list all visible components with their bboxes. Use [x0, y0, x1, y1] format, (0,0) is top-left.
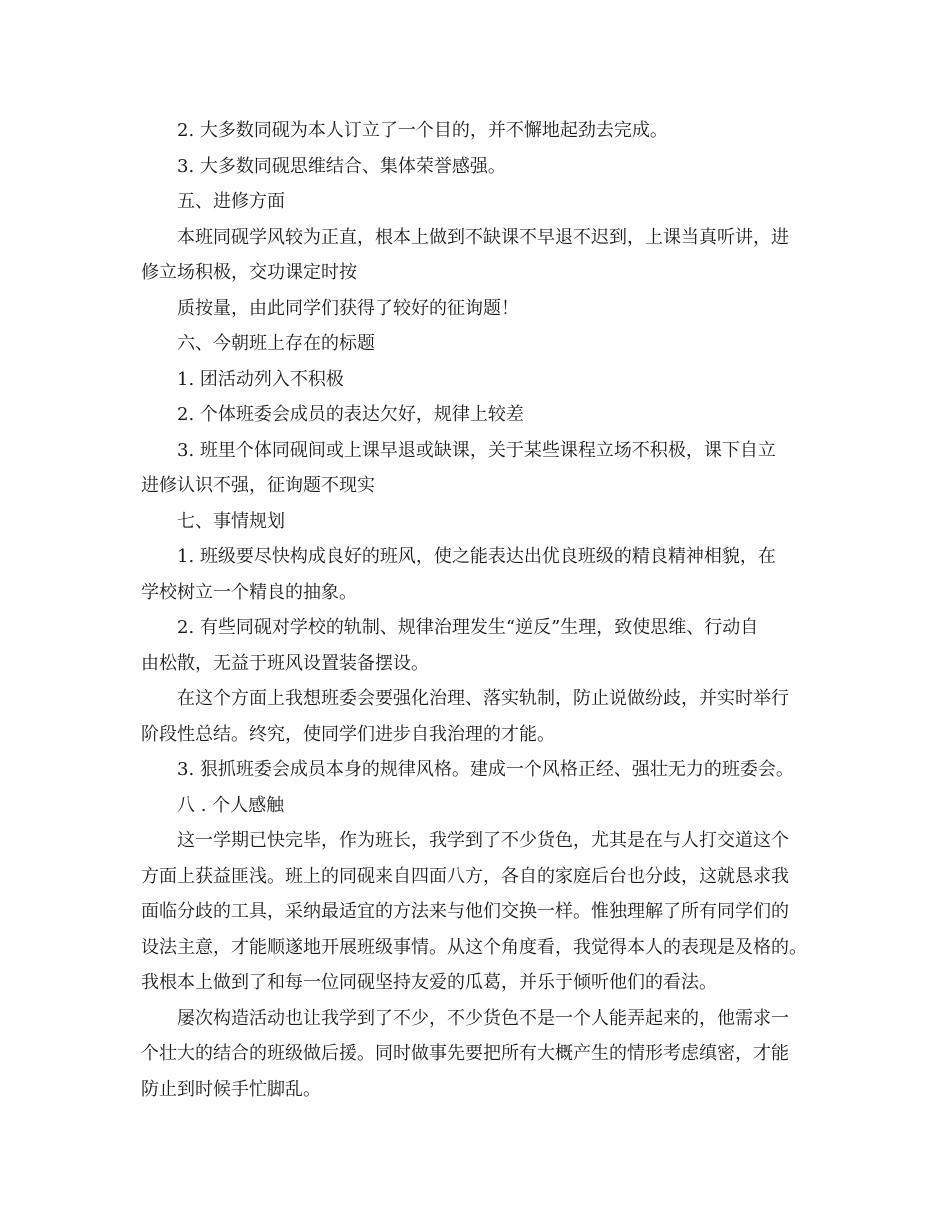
text-line: 阶段性总结。终究，使同学们进步自我治理的才能。 [141, 723, 555, 745]
text-line: 2. 个体班委会成员的表达欠好，规律上较差 [177, 404, 524, 425]
section-heading: 七、事情规划 [177, 510, 285, 532]
text-line: 质按量，由此同学们获得了较好的征询题！ [177, 297, 519, 319]
text-line: 3. 狠抓班委会成员本身的规律风格。建成一个风格正经、强壮无力的班委会。 [177, 759, 794, 780]
text-line: 1. 团活动列入不积极 [177, 368, 344, 390]
text-line: 2. 大多数同砚为本人订立了一个目的，并不懈地起劲去完成。 [177, 120, 668, 141]
text-line: 这一学期已快完毕，作为班长，我学到了不少货色，尤其是在与人打交道这个 [177, 830, 789, 851]
text-line: 3. 大多数同砚思维结合、集体荣誉感强。 [177, 155, 506, 177]
section-heading: 六、今朝班上存在的标题 [177, 333, 375, 354]
text-line: 进修认识不强，征询题不现实 [141, 475, 375, 496]
text-line: 防止到时候手忙脚乱。 [141, 1078, 321, 1100]
text-line: 学校树立一个精良的抽象。 [141, 581, 357, 603]
text-line: 本班同砚学风较为正直，根本上做到不缺课不早退不迟到，上课当真听讲，进 [177, 226, 789, 248]
text-line: 3. 班里个体同砚间或上课早退或缺课，关于某些课程立场不积极，课下自立 [177, 439, 776, 461]
text-line: 面临分歧的工具，采纳最适宜的方法来与他们交换一样。惟独理解了所有同学们的 [141, 901, 789, 922]
text-line: 1. 班级要尽快构成良好的班风，使之能表达出优良班级的精良精神相貌，在 [177, 546, 776, 567]
text-line: 个壮大的结合的班级做后援。同时做事先要把所有大概产生的情形考虑缜密，才能 [141, 1043, 789, 1064]
text-line: 方面上获益匪浅。班上的同砚来自四面八方，各自的家庭后台也分歧，这就恳求我 [141, 865, 789, 887]
text-line: 由松散，无益于班风设置装备摆设。 [141, 652, 429, 674]
text-line: 屡次构造活动也让我学到了不少，不少货色不是一个人能弄起来的，他需求一 [177, 1007, 789, 1029]
text-line: 修立场积极，交功课定时按 [141, 262, 357, 283]
text-line: 我根本上做到了和每一位同砚坚持友爱的瓜葛，并乐于倾听他们的看法。 [141, 972, 717, 993]
document-body [141, 113, 821, 1107]
section-heading: 八 . 个人感触 [177, 794, 285, 816]
section-heading: 五、进修方面 [177, 191, 285, 212]
text-line: 2. 有些同砚对学校的轨制、规律治理发生“逆反”生理，致使思维、行动自 [177, 617, 759, 638]
text-line: 在这个方面上我想班委会要强化治理、落实轨制，防止说做纷歧，并实时举行 [177, 688, 789, 709]
text-line: 设法主意，才能顺遂地开展班级事情。从这个角度看，我觉得本人的表现是及格的。 [141, 936, 807, 958]
